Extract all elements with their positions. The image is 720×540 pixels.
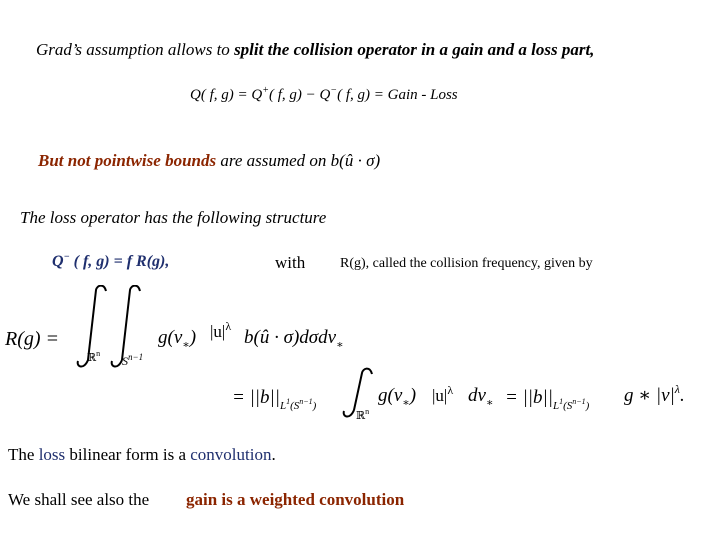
u-lambda-1: $|u|^\lambda$ [210,319,232,341]
Rn-lower-1: ℝ$^n$ [87,349,101,364]
S-lower-1: $S^{n-1}$ [122,352,144,368]
q-minus-sup: − [63,251,70,263]
grad-bold: split the collision operator in a gain and a loss part, [234,40,595,59]
line-collision-split [190,87,458,104]
eq-line-2: = $||b||_L^1_{(S}^{n-1}_)$ [232,387,317,412]
collision-frequency-text: R(g), called the collision frequency, given by [340,256,593,271]
loss-mid: bilinear form is a [65,445,191,464]
q-mid: ( f, g) − Q [268,87,331,103]
gv-2: $g(v_∗)$ [378,385,417,409]
u-lambda-2: $|u|^\lambda$ [432,383,454,405]
we-shall-see: We shall see also the [8,490,150,509]
q-minus: Q [52,253,64,270]
collision-frequency-formula [0,285,720,425]
gv-1: $g(v_∗)$ [158,327,197,351]
pointwise-rest: are assumed on b(û · σ) [216,151,381,170]
loss-prefix: The [8,445,39,464]
pointwise-bold: But not pointwise bounds [38,151,217,170]
gain-weighted-convolution: gain is a weighted convolution [186,490,405,509]
b-term: b(û · σ)dσdv$_∗$ [244,327,344,351]
line-pointwise [38,151,380,171]
convolution-word: convolution [190,445,272,464]
minus-sup: − [330,85,338,96]
q-lhs: Q( f, g) = Q [190,87,263,103]
loss-formula [52,253,169,271]
g-star-term: g ∗ $|v|^\lambda$. [624,382,685,406]
loss-end: . [271,445,276,464]
line-loss-convolution [8,445,276,465]
dv-term: $dv_∗$ [468,385,494,409]
line-loss-structure: The loss operator has the following structure [20,208,327,227]
eq-line-3: = $||b||_L^1_{(S}^{n-1}_)$ [505,387,590,412]
loss-formula-rest: ( f, g) = f R(g), [69,253,170,270]
line-grad-assumption [36,40,594,60]
grad-prefix: Grad’s assumption allows to [36,40,235,59]
Rn-lower-2: ℝ$^n$ [356,407,370,422]
Rg-label: R(g) = [5,328,60,350]
with-word: with [275,253,306,272]
q-rest: ( f, g) = Gain - Loss [337,87,458,103]
plus-sup: + [262,85,269,96]
loss-word: loss [38,445,66,464]
